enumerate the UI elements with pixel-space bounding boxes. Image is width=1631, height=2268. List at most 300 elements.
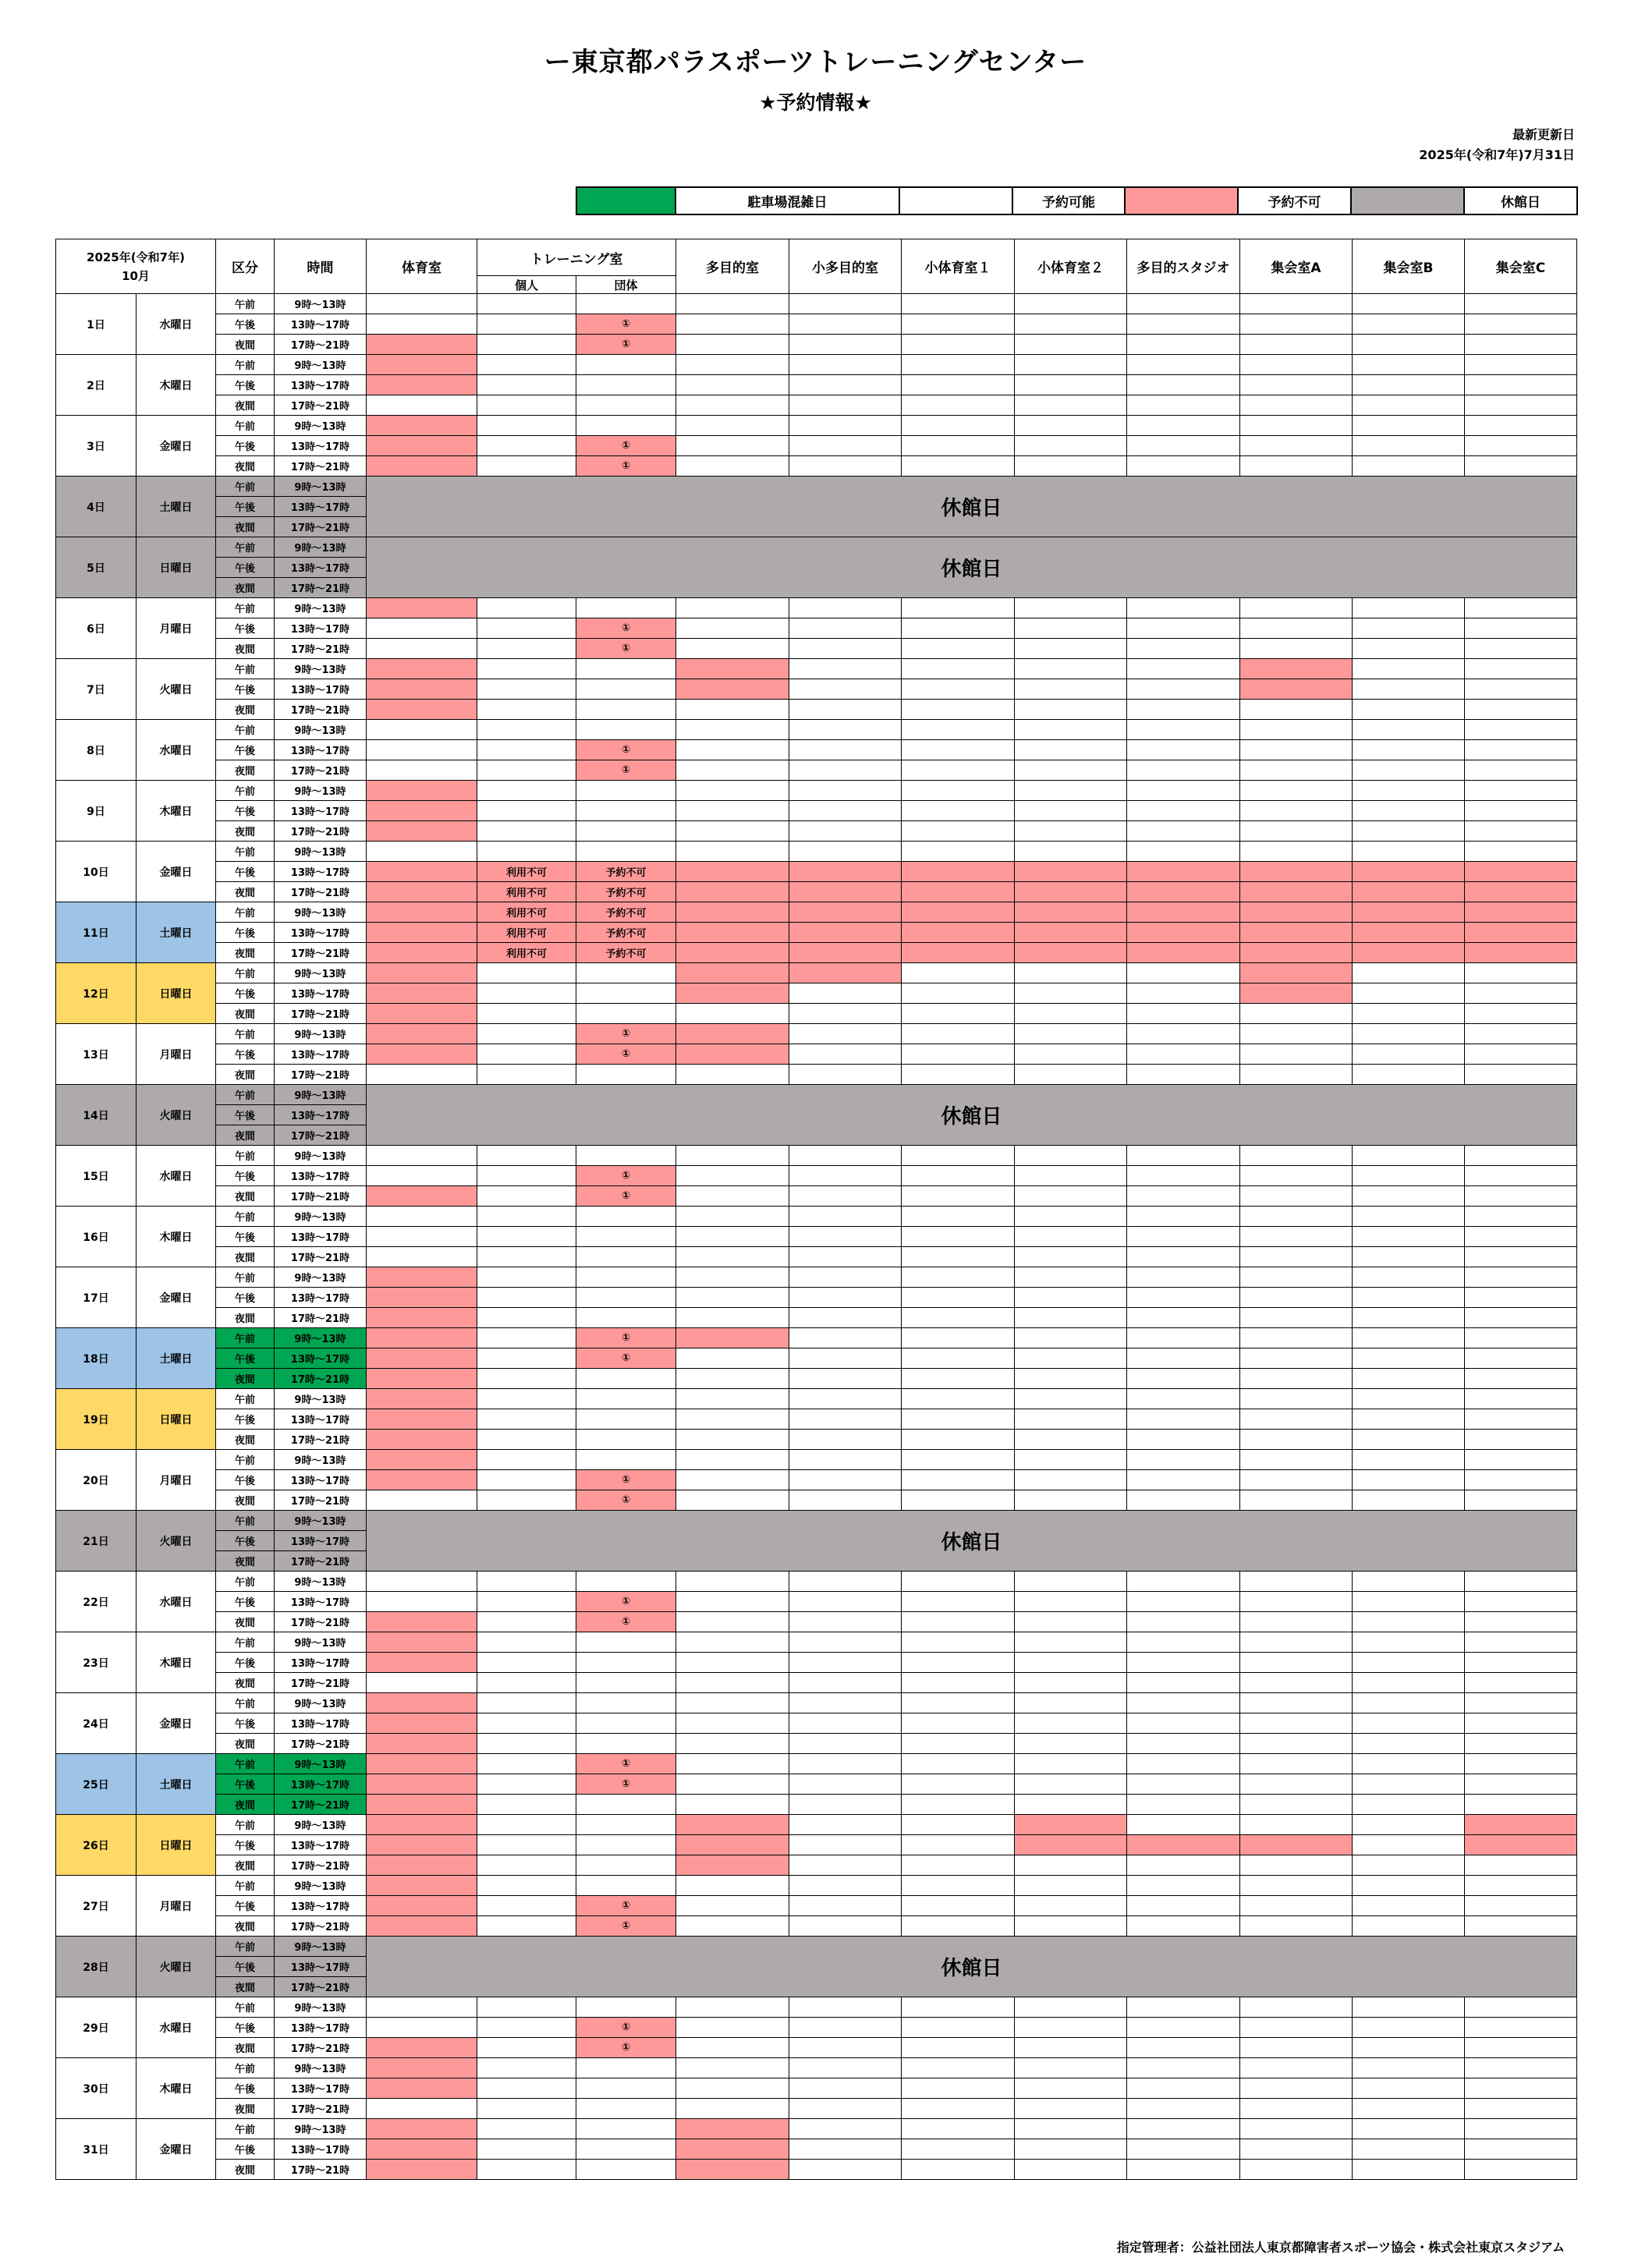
- slot-time: 17時～21時: [275, 882, 367, 902]
- reservation-cell: [1015, 1470, 1127, 1490]
- reservation-cell: [576, 1207, 676, 1227]
- reservation-cell: [576, 395, 676, 416]
- reservation-cell: [676, 1267, 789, 1288]
- reservation-cell: [676, 659, 789, 679]
- reservation-cell: [789, 1876, 902, 1896]
- reservation-cell: [367, 1348, 477, 1369]
- reservation-cell: [367, 395, 477, 416]
- reservation-cell: [367, 598, 477, 618]
- reservation-cell: [1353, 2038, 1465, 2058]
- slot-time: 13時～17時: [275, 740, 367, 760]
- reservation-cell: [1127, 1470, 1240, 1490]
- reservation-cell: [902, 659, 1015, 679]
- reservation-cell: [477, 355, 576, 375]
- reservation-cell: [676, 1328, 789, 1348]
- slot-time: 17時～21時: [275, 335, 367, 355]
- reservation-cell: [1240, 1997, 1353, 2018]
- reservation-cell: [676, 760, 789, 781]
- reservation-cell: [477, 659, 576, 679]
- reservation-cell: ①: [576, 1774, 676, 1795]
- slot-time: 17時～21時: [275, 1004, 367, 1024]
- slot-time: 17時～21時: [275, 1673, 367, 1693]
- reservation-cell: 利用不可: [477, 862, 576, 882]
- reservation-cell: [902, 618, 1015, 639]
- reservation-cell: [576, 1267, 676, 1288]
- reservation-cell: [789, 943, 902, 963]
- slot-kubun: 午後: [216, 1713, 275, 1734]
- reservation-cell: [1015, 598, 1127, 618]
- reservation-cell: [1465, 760, 1577, 781]
- reservation-cell: ①: [576, 1612, 676, 1632]
- reservation-cell: [477, 1815, 576, 1835]
- reservation-cell: [789, 1328, 902, 1348]
- table-row: [56, 1470, 1577, 1490]
- slot-kubun: 午前: [216, 720, 275, 740]
- slot-kubun: 午前: [216, 1632, 275, 1653]
- table-row: [56, 1997, 1577, 2018]
- day-date: 5日: [56, 537, 137, 598]
- reservation-cell: [676, 1490, 789, 1511]
- reservation-cell: [789, 821, 902, 842]
- reservation-cell: [576, 1795, 676, 1815]
- table-row: [56, 1612, 1577, 1632]
- reservation-cell: [1240, 2038, 1353, 2058]
- reservation-cell: [676, 740, 789, 760]
- reservation-cell: [576, 1673, 676, 1693]
- reservation-cell: [1465, 963, 1577, 983]
- reservation-cell: [1240, 1267, 1353, 1288]
- reservation-cell: [1015, 1146, 1127, 1166]
- slot-kubun: 午後: [216, 2078, 275, 2099]
- reservation-cell: [477, 2139, 576, 2160]
- reservation-cell: [1465, 781, 1577, 801]
- reservation-cell: [367, 335, 477, 355]
- reservation-cell: [789, 1572, 902, 1592]
- reservation-cell: [1127, 1247, 1240, 1267]
- day-weekday: 水曜日: [137, 294, 216, 355]
- slot-kubun: 午後: [216, 314, 275, 335]
- day-weekday: 木曜日: [137, 2058, 216, 2119]
- table-row: [56, 416, 1577, 436]
- day-date: 31日: [56, 2119, 137, 2180]
- reservation-cell: [1353, 943, 1465, 963]
- reservation-cell: [1240, 1713, 1353, 1734]
- reservation-cell: [477, 314, 576, 335]
- slot-kubun: 午後: [216, 1592, 275, 1612]
- reservation-cell: [789, 923, 902, 943]
- reservation-cell: [477, 1044, 576, 1065]
- reservation-cell: [676, 1997, 789, 2018]
- reservation-cell: [367, 1065, 477, 1085]
- reservation-cell: [676, 1207, 789, 1227]
- reservation-cell: [367, 294, 477, 314]
- reservation-cell: [1127, 1146, 1240, 1166]
- reservation-cell: [1465, 1713, 1577, 1734]
- slot-kubun: 夜間: [216, 1125, 275, 1146]
- reservation-cell: [1353, 679, 1465, 700]
- reservation-cell: [1465, 1795, 1577, 1815]
- slot-time: 13時～17時: [275, 923, 367, 943]
- reservation-cell: [1127, 842, 1240, 862]
- reservation-cell: [477, 1308, 576, 1328]
- legend-unavailable-swatch: [1125, 187, 1238, 214]
- day-date: 15日: [56, 1146, 137, 1207]
- reservation-cell: [1465, 1044, 1577, 1065]
- reservation-cell: [1240, 1795, 1353, 1815]
- reservation-cell: [1240, 2099, 1353, 2119]
- reservation-cell: [1240, 1430, 1353, 1450]
- reservation-cell: [477, 821, 576, 842]
- slot-time: 13時～17時: [275, 1774, 367, 1795]
- slot-time: 17時～21時: [275, 1551, 367, 1572]
- table-row: [56, 781, 1577, 801]
- reservation-cell: [902, 2099, 1015, 2119]
- slot-kubun: 夜間: [216, 1612, 275, 1632]
- reservation-cell: [1127, 882, 1240, 902]
- reservation-cell: [576, 1065, 676, 1085]
- header-training-group: 団体: [576, 276, 676, 294]
- slot-time: 17時～21時: [275, 1977, 367, 1997]
- slot-kubun: 夜間: [216, 2160, 275, 2180]
- slot-time: 17時～21時: [275, 639, 367, 659]
- table-row: [56, 1348, 1577, 1369]
- reservation-cell: [789, 720, 902, 740]
- slot-kubun: 午後: [216, 1348, 275, 1369]
- reservation-cell: [576, 294, 676, 314]
- slot-kubun: 夜間: [216, 943, 275, 963]
- reservation-cell: [1240, 963, 1353, 983]
- day-date: 26日: [56, 1815, 137, 1876]
- closed-day-cell: 休館日: [367, 1085, 1577, 1146]
- reservation-cell: [367, 862, 477, 882]
- slot-time: 17時～21時: [275, 821, 367, 842]
- reservation-cell: [1465, 923, 1577, 943]
- reservation-cell: [367, 1673, 477, 1693]
- day-weekday: 土曜日: [137, 477, 216, 537]
- slot-time: 13時～17時: [275, 1409, 367, 1430]
- reservation-cell: [676, 1653, 789, 1673]
- reservation-cell: [576, 1004, 676, 1024]
- reservation-cell: [1465, 1247, 1577, 1267]
- slot-time: 13時～17時: [275, 1105, 367, 1125]
- reservation-cell: [367, 456, 477, 477]
- reservation-cell: [1240, 1470, 1353, 1490]
- footer-operator: 指定管理者：公益社団法人東京都障害者スポーツ協会・株式会社東京スタジアム: [1116, 2240, 1565, 2255]
- reservation-cell: [477, 1267, 576, 1288]
- reservation-cell: [676, 395, 789, 416]
- reservation-cell: [1127, 983, 1240, 1004]
- reservation-cell: [1127, 1734, 1240, 1754]
- reservation-cell: [1240, 1673, 1353, 1693]
- day-weekday: 土曜日: [137, 902, 216, 963]
- reservation-cell: ①: [576, 1592, 676, 1612]
- reservation-cell: [789, 294, 902, 314]
- reservation-cell: [676, 842, 789, 862]
- slot-kubun: 午後: [216, 497, 275, 517]
- reservation-cell: [902, 1247, 1015, 1267]
- reservation-cell: ①: [576, 1490, 676, 1511]
- reservation-cell: [1240, 902, 1353, 923]
- reservation-cell: [789, 1855, 902, 1876]
- reservation-cell: [789, 679, 902, 700]
- reservation-cell: [1465, 2160, 1577, 2180]
- table-row: [56, 639, 1577, 659]
- reservation-cell: [1353, 436, 1465, 456]
- reservation-cell: [576, 842, 676, 862]
- slot-kubun: 夜間: [216, 760, 275, 781]
- reservation-cell: [676, 1369, 789, 1389]
- reservation-cell: [676, 598, 789, 618]
- table-row: [56, 2139, 1577, 2160]
- day-weekday: 火曜日: [137, 659, 216, 720]
- reservation-cell: [1015, 355, 1127, 375]
- slot-kubun: 午後: [216, 1044, 275, 1065]
- slot-kubun: 午前: [216, 1024, 275, 1044]
- reservation-cell: [367, 740, 477, 760]
- slot-kubun: 午後: [216, 618, 275, 639]
- reservation-cell: [676, 963, 789, 983]
- reservation-cell: [902, 1896, 1015, 1916]
- reservation-cell: [676, 1673, 789, 1693]
- slot-time: 13時～17時: [275, 1044, 367, 1065]
- reservation-cell: [1127, 1673, 1240, 1693]
- reservation-cell: [789, 1795, 902, 1815]
- reservation-cell: [902, 1044, 1015, 1065]
- reservation-cell: [676, 1348, 789, 1369]
- reservation-cell: [1240, 1612, 1353, 1632]
- last-updated: [1419, 125, 1575, 165]
- reservation-cell: [576, 1815, 676, 1835]
- day-weekday: 木曜日: [137, 1207, 216, 1267]
- reservation-cell: [1353, 294, 1465, 314]
- reservation-cell: [1353, 598, 1465, 618]
- reservation-cell: [789, 1612, 902, 1632]
- slot-time: 13時～17時: [275, 801, 367, 821]
- reservation-cell: [1240, 2160, 1353, 2180]
- reservation-cell: [1465, 720, 1577, 740]
- slot-time: 9時～13時: [275, 1815, 367, 1835]
- slot-kubun: 午後: [216, 1531, 275, 1551]
- slot-time: 13時～17時: [275, 2139, 367, 2160]
- reservation-cell: [1127, 1855, 1240, 1876]
- reservation-cell: [367, 1369, 477, 1389]
- reservation-cell: [1015, 821, 1127, 842]
- reservation-cell: [367, 963, 477, 983]
- reservation-cell: [576, 983, 676, 1004]
- slot-kubun: 夜間: [216, 1430, 275, 1450]
- day-weekday: 木曜日: [137, 781, 216, 842]
- table-row: [56, 2160, 1577, 2180]
- reservation-cell: [676, 781, 789, 801]
- slot-time: 13時～17時: [275, 436, 367, 456]
- table-row: [56, 1450, 1577, 1470]
- reservation-cell: [367, 659, 477, 679]
- slot-kubun: 午後: [216, 1835, 275, 1855]
- reservation-cell: [676, 294, 789, 314]
- day-weekday: 月曜日: [137, 1876, 216, 1937]
- reservation-cell: ①: [576, 1470, 676, 1490]
- reservation-cell: [676, 1876, 789, 1896]
- slot-time: 13時～17時: [275, 1713, 367, 1734]
- reservation-cell: [902, 1348, 1015, 1369]
- reservation-cell: [676, 1632, 789, 1653]
- reservation-cell: [1465, 1389, 1577, 1409]
- reservation-cell: [576, 1450, 676, 1470]
- reservation-cell: [902, 1490, 1015, 1511]
- reservation-cell: [789, 1916, 902, 1937]
- reservation-cell: [789, 1632, 902, 1653]
- slot-time: 13時～17時: [275, 1227, 367, 1247]
- reservation-cell: [1240, 1896, 1353, 1916]
- reservation-cell: [1353, 963, 1465, 983]
- day-weekday: 木曜日: [137, 1632, 216, 1693]
- reservation-cell: ①: [576, 456, 676, 477]
- reservation-cell: [477, 1409, 576, 1430]
- slot-kubun: 午前: [216, 1328, 275, 1348]
- legend: [576, 186, 1578, 215]
- reservation-cell: [1240, 1369, 1353, 1389]
- reservation-cell: [477, 1795, 576, 1815]
- reservation-cell: [477, 740, 576, 760]
- slot-kubun: 午前: [216, 416, 275, 436]
- reservation-cell: [1240, 1632, 1353, 1653]
- reservation-cell: [1240, 1024, 1353, 1044]
- reservation-cell: [367, 1713, 477, 1734]
- reservation-cell: [1127, 1186, 1240, 1207]
- reservation-cell: [367, 1409, 477, 1430]
- reservation-cell: [1465, 659, 1577, 679]
- reservation-cell: [1240, 1855, 1353, 1876]
- reservation-cell: [1465, 1774, 1577, 1795]
- reservation-cell: [1465, 700, 1577, 720]
- reservation-cell: 予約不可: [576, 902, 676, 923]
- reservation-cell: [789, 781, 902, 801]
- reservation-cell: 予約不可: [576, 923, 676, 943]
- day-date: 17日: [56, 1267, 137, 1328]
- reservation-cell: [477, 801, 576, 821]
- reservation-cell: [1015, 2099, 1127, 2119]
- slot-time: 9時～13時: [275, 659, 367, 679]
- table-row: [56, 1734, 1577, 1754]
- reservation-cell: 利用不可: [477, 923, 576, 943]
- slot-time: 17時～21時: [275, 943, 367, 963]
- reservation-cell: [1240, 720, 1353, 740]
- reservation-cell: [1240, 436, 1353, 456]
- day-weekday: 月曜日: [137, 1450, 216, 1511]
- reservation-cell: [1127, 821, 1240, 842]
- table-row: [56, 1876, 1577, 1896]
- reservation-cell: [1353, 1247, 1465, 1267]
- reservation-cell: [1240, 821, 1353, 842]
- slot-time: 17時～21時: [275, 700, 367, 720]
- reservation-cell: [477, 618, 576, 639]
- reservation-cell: 利用不可: [477, 902, 576, 923]
- reservation-cell: [1353, 375, 1465, 395]
- reservation-cell: [477, 2099, 576, 2119]
- reservation-cell: [1127, 1612, 1240, 1632]
- reservation-cell: [789, 2139, 902, 2160]
- table-row: [56, 1024, 1577, 1044]
- reservation-cell: [576, 1389, 676, 1409]
- reservation-cell: [1015, 902, 1127, 923]
- slot-kubun: 午後: [216, 1470, 275, 1490]
- slot-time: 13時～17時: [275, 618, 367, 639]
- reservation-cell: [1015, 882, 1127, 902]
- reservation-cell: [902, 700, 1015, 720]
- reservation-cell: [1353, 639, 1465, 659]
- reservation-cell: [1015, 2058, 1127, 2078]
- reservation-cell: [1015, 1815, 1127, 1835]
- reservation-cell: [1353, 1632, 1465, 1653]
- reservation-cell: [1127, 2119, 1240, 2139]
- reservation-cell: [477, 679, 576, 700]
- slot-time: 17時～21時: [275, 1125, 367, 1146]
- reservation-cell: [1015, 2038, 1127, 2058]
- table-row: [56, 1673, 1577, 1693]
- reservation-cell: ①: [576, 639, 676, 659]
- legend-parking-swatch: [576, 187, 675, 214]
- reservation-cell: [902, 760, 1015, 781]
- reservation-cell: [367, 943, 477, 963]
- reservation-cell: [1240, 314, 1353, 335]
- slot-time: 9時～13時: [275, 781, 367, 801]
- reservation-cell: [1127, 1065, 1240, 1085]
- table-row: [56, 2038, 1577, 2058]
- slot-kubun: 午前: [216, 355, 275, 375]
- reservation-cell: [676, 2018, 789, 2038]
- reservation-cell: [576, 1855, 676, 1876]
- slot-time: 9時～13時: [275, 598, 367, 618]
- reservation-cell: [789, 862, 902, 882]
- reservation-cell: ①: [576, 1186, 676, 1207]
- slot-kubun: 夜間: [216, 2038, 275, 2058]
- reservation-cell: [477, 436, 576, 456]
- table-row: [56, 598, 1577, 618]
- reservation-cell: [477, 294, 576, 314]
- table-row: [56, 1247, 1577, 1267]
- slot-kubun: 夜間: [216, 1673, 275, 1693]
- reservation-cell: [789, 902, 902, 923]
- slot-kubun: 午後: [216, 1957, 275, 1977]
- table-row: [56, 882, 1577, 902]
- reservation-cell: ①: [576, 1044, 676, 1065]
- slot-kubun: 午前: [216, 963, 275, 983]
- reservation-cell: [367, 821, 477, 842]
- day-weekday: 月曜日: [137, 598, 216, 659]
- reservation-cell: [676, 1024, 789, 1044]
- reservation-cell: [676, 943, 789, 963]
- reservation-cell: [676, 1166, 789, 1186]
- reservation-cell: [477, 1389, 576, 1409]
- closed-day-cell: 休館日: [367, 1511, 1577, 1572]
- day-weekday: 日曜日: [137, 963, 216, 1024]
- table-row: [56, 1572, 1577, 1592]
- legend-parking-label: 駐車場混雑日: [675, 187, 899, 214]
- reservation-cell: [1015, 923, 1127, 943]
- slot-kubun: 午前: [216, 1267, 275, 1288]
- reservation-cell: [1240, 1065, 1353, 1085]
- reservation-cell: [1240, 1774, 1353, 1795]
- header-month: [56, 239, 216, 294]
- reservation-cell: [1015, 1389, 1127, 1409]
- reservation-cell: [1015, 842, 1127, 862]
- slot-time: 9時～13時: [275, 294, 367, 314]
- reservation-cell: [1015, 1734, 1127, 1754]
- reservation-cell: [1127, 2099, 1240, 2119]
- reservation-cell: [367, 416, 477, 436]
- reservation-cell: [789, 1044, 902, 1065]
- reservation-cell: [1465, 1612, 1577, 1632]
